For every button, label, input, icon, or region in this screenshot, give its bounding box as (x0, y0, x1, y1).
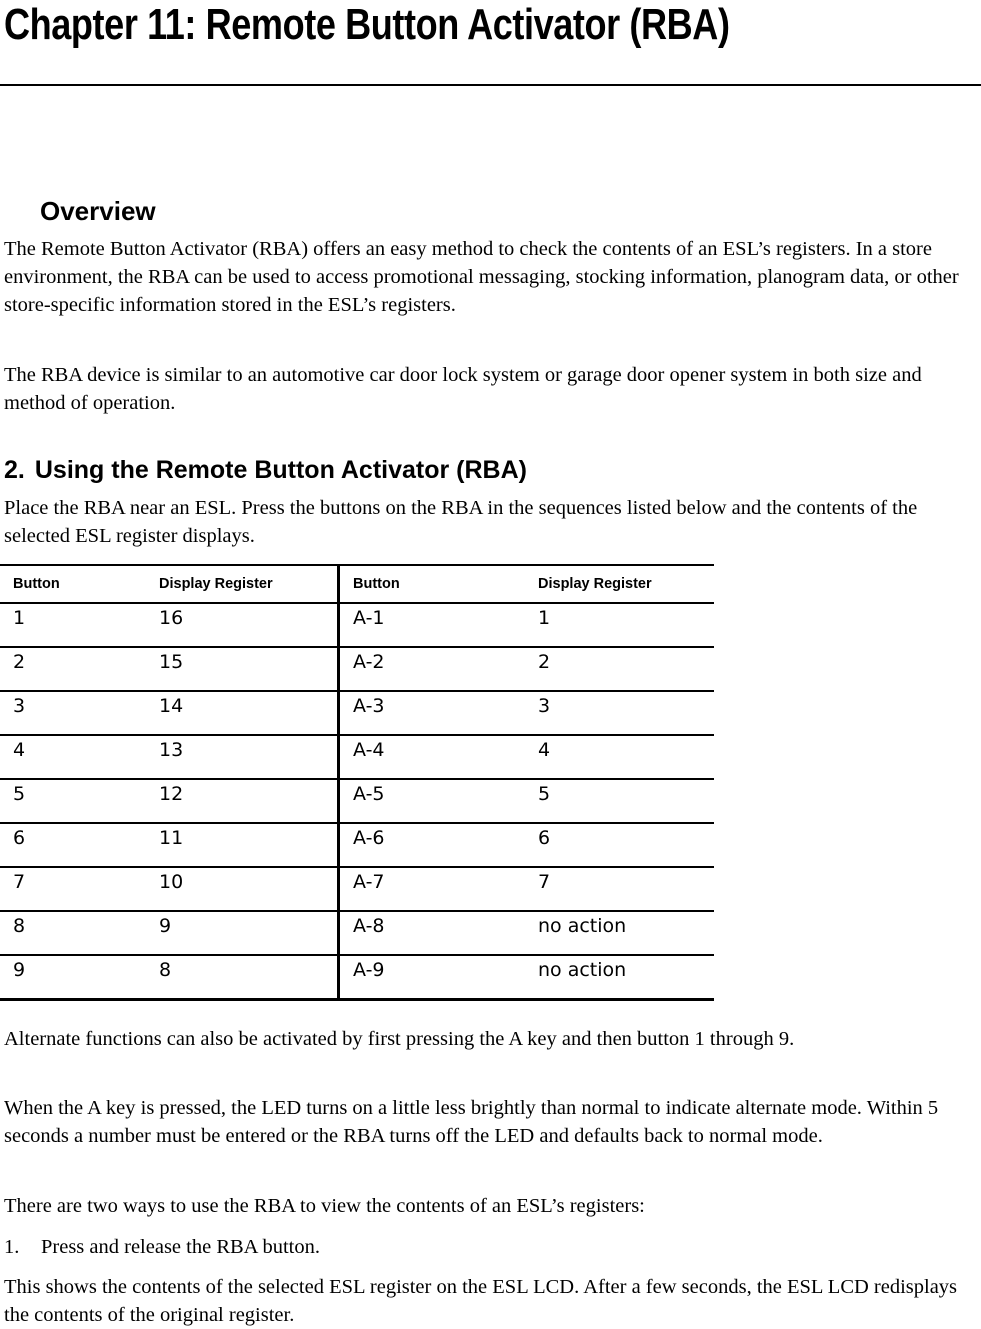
header-button-1: Button (0, 565, 146, 603)
table-cell: 7 (525, 867, 714, 911)
table-row (0, 955, 714, 1000)
table-cell: A-7 (339, 867, 526, 911)
table-row (0, 911, 714, 955)
step-1 (4, 1233, 974, 1261)
chapter-title: Chapter 11: Remote Button Activator (RBA) (4, 0, 730, 49)
table-cell: 9 (0, 955, 146, 1000)
table-cell: A-4 (339, 735, 526, 779)
overview-heading: Overview (40, 196, 156, 226)
table-cell: 3 (525, 691, 714, 735)
section-2-heading (4, 456, 527, 485)
table-cell: 4 (525, 735, 714, 779)
alternate-functions-paragraph: Alternate functions can also be activated by first pressing the A key and then button 1 through 9. (4, 1028, 795, 1050)
table-cell: A-2 (339, 647, 526, 691)
table-cell: 1 (525, 603, 714, 647)
table-cell: 5 (0, 779, 146, 823)
step-1-detail: This shows the contents of the selected ESL register on the ESL LCD. After a few seconds, the ESL LCD redisplays the contents of the original register. (4, 1276, 958, 1326)
table-cell: A-9 (339, 955, 526, 1000)
table-cell: 12 (146, 779, 339, 823)
table-row (0, 779, 714, 823)
table-body (0, 603, 714, 1000)
table-row (0, 647, 714, 691)
table-cell: A-3 (339, 691, 526, 735)
section-2-number: 2. (4, 456, 25, 484)
table-row (0, 691, 714, 735)
table-cell: no action (525, 955, 714, 1000)
table-cell: A-5 (339, 779, 526, 823)
table-cell: no action (525, 911, 714, 955)
table-cell: 14 (146, 691, 339, 735)
overview-paragraph-2: The RBA device is similar to an automotive car door lock system or garage door opener system in both size and method of operation. (4, 364, 922, 414)
table-cell: 6 (0, 823, 146, 867)
table-row (0, 603, 714, 647)
table-cell: 5 (525, 779, 714, 823)
table-cell: 2 (0, 647, 146, 691)
header-display-register-1: Display Register (146, 565, 339, 603)
table-cell: 9 (146, 911, 339, 955)
button-register-table (0, 564, 714, 1001)
table-cell: 15 (146, 647, 339, 691)
table-cell: 10 (146, 867, 339, 911)
table-row (0, 867, 714, 911)
step-1-number: 1. (4, 1236, 20, 1258)
table-row (0, 823, 714, 867)
table-cell: 2 (525, 647, 714, 691)
table-row (0, 735, 714, 779)
led-paragraph: When the A key is pressed, the LED turns on a little less brightly than normal to indicate alternate mode. Within 5 seconds a number must be entered or the RBA turns off the LED and defaults back to normal mode. (4, 1097, 939, 1147)
table-cell: 4 (0, 735, 146, 779)
table-cell: 8 (0, 911, 146, 955)
table-cell: 1 (0, 603, 146, 647)
table-cell: A-1 (339, 603, 526, 647)
section-2-intro: Place the RBA near an ESL. Press the buttons on the RBA in the sequences listed below and the contents of the selected ESL register displays. (4, 497, 918, 547)
header-display-register-2: Display Register (525, 565, 714, 603)
table-header-row (0, 565, 714, 603)
section-2-title: Using the Remote Button Activator (RBA) (34, 456, 527, 484)
table-cell: A-8 (339, 911, 526, 955)
table-cell: 13 (146, 735, 339, 779)
title-rule (0, 84, 981, 86)
table-cell: 16 (146, 603, 339, 647)
table-cell: 6 (525, 823, 714, 867)
overview-paragraph-1: The Remote Button Activator (RBA) offers an easy method to check the contents of an ESL’s registers. In a store environment, the RBA can be used to access promotional messaging, stocking information, planogram data, or other store-specific information stored in the ESL’s registers. (4, 238, 959, 316)
table-cell: 11 (146, 823, 339, 867)
header-button-2: Button (339, 565, 526, 603)
table-cell: A-6 (339, 823, 526, 867)
table-cell: 3 (0, 691, 146, 735)
two-ways-paragraph: There are two ways to use the RBA to view the contents of an ESL’s registers: (4, 1195, 645, 1217)
step-1-text: Press and release the RBA button. (41, 1236, 320, 1258)
table-cell: 8 (146, 955, 339, 1000)
table-cell: 7 (0, 867, 146, 911)
